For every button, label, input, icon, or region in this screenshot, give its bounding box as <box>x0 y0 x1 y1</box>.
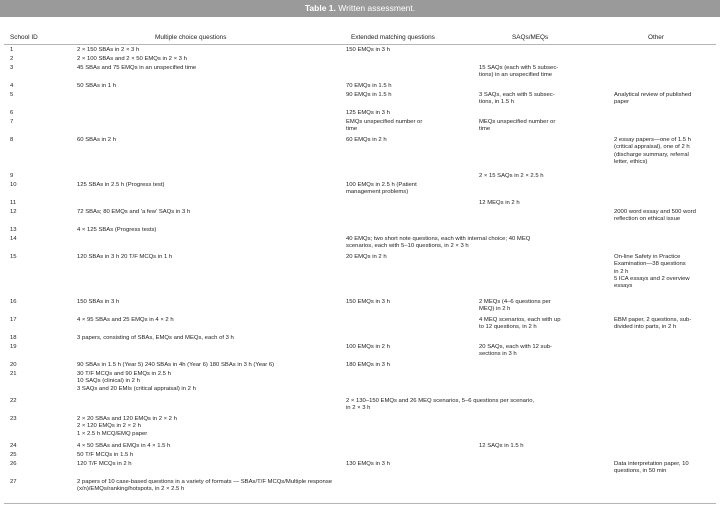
table-cell: 20 EMQs in 2 h <box>346 254 387 260</box>
table-cell: 2 × 120 EMQs in 2 × 2 h <box>77 423 141 430</box>
table-cell: 12 SAQs in 1.5 h <box>479 443 524 449</box>
school-id-cell: 19 <box>10 344 17 350</box>
table-title-label: Table 1. <box>304 3 336 13</box>
table-cell: 150 EMQs in 3 h <box>346 47 390 53</box>
table-cell: 120 T/F MCQs in 2 h <box>77 461 132 467</box>
table-cell: (x/n)/EMQs/ranking/hotspots, in 2 × 2.5 h <box>77 486 185 493</box>
table-cell: 30 T/F MCQs and 90 EMQs in 2.5 h <box>77 371 171 377</box>
table-cell: questions, in 50 min <box>614 468 667 475</box>
table-cell: essays <box>614 283 633 289</box>
table-cell: 3 SAQs, each with 5 subsec- <box>479 92 555 98</box>
table-cell: in 2 × 3 h <box>346 405 371 412</box>
column-header: Other <box>648 34 664 41</box>
school-id-cell: 6 <box>10 110 14 116</box>
table-cell: 2 × 15 SAQs in 2 × 2.5 h <box>479 173 544 179</box>
table-cell: 2 MEQs (4–6 questions per <box>479 299 551 305</box>
table-cell: 12 MEQs in 2 h <box>479 200 520 206</box>
table-cell: 150 EMQs in 3 h <box>346 299 390 305</box>
table-cell: (critical appraisal), one of 2 h <box>614 144 690 151</box>
column-header: Multiple choice questions <box>155 34 227 41</box>
table-cell: 70 EMQs in 1.5 h <box>346 83 392 89</box>
table-cell: 5 ICA essays and 2 overview <box>614 275 690 282</box>
table-cell: 3 papers, consisting of SBAs, EMQs and MEQs, each of 3 h <box>77 335 234 341</box>
table-cell: 60 EMQs in 2 h <box>346 137 387 143</box>
table-cell: 4 × 125 SBAs (Progress tests) <box>77 227 157 233</box>
table-cell: 2 × 20 SBAs and 120 EMQs in 2 × 2 h <box>77 416 177 422</box>
table-cell: 2 essay papers—one of 1.5 h <box>614 137 691 143</box>
column-header: Extended matching questions <box>351 34 435 41</box>
table-cell: 2 × 150 SBAs in 2 × 3 h <box>77 47 140 53</box>
table-cell: 3 SAQs and 20 EMIs (critical appraisal) in 2 h <box>77 385 196 392</box>
rule-line <box>4 503 716 504</box>
school-id-cell: 7 <box>10 119 14 125</box>
table-cell: 50 T/F MCQs in 1.5 h <box>77 452 134 458</box>
school-id-cell: 11 <box>10 200 17 206</box>
school-id-cell: 8 <box>10 137 14 143</box>
table-cell: 180 EMQs in 3 h <box>346 362 390 368</box>
rule-line <box>4 44 716 45</box>
table-cell: to 12 questions, in 2 h <box>479 324 537 331</box>
table-cell: time <box>346 126 358 133</box>
school-id-cell: 1 <box>10 47 14 53</box>
table-cell: MEQ) in 2 h <box>479 306 511 313</box>
table-cell: 4 MEQ scenarios, each with up <box>479 317 561 323</box>
table-cell: 40 EMQs; two short note questions, each with internal choice; 40 MEQ <box>346 236 531 242</box>
table-cell: 50 SBAs in 1 h <box>77 83 116 89</box>
table-cell: in 2 h <box>614 268 629 275</box>
table-cell: paper <box>614 99 630 106</box>
table-cell: 60 SBAs in 2 h <box>77 137 116 143</box>
table-cell: 15 SAQs (each with 5 subsec- <box>479 65 559 71</box>
table-cell: scenarios, each with 5–10 questions, in 2 × 3 h <box>346 243 469 250</box>
table-cell: 130 EMQs in 3 h <box>346 461 390 467</box>
column-header: School ID <box>10 34 38 41</box>
table-cell: 90 SBAs in 1.5 h (Year 5) 240 SBAs in 4h (Year 6) 180 SBAs in 3 h (Year 6) <box>77 362 275 368</box>
table-cell: 72 SBAs; 80 EMQs and 'a few' SAQs in 3 h <box>77 209 191 215</box>
school-id-cell: 22 <box>10 398 17 404</box>
table-cell: 125 EMQs in 3 h <box>346 110 390 116</box>
table-title <box>0 0 720 17</box>
table-cell: 4 × 95 SBAs and 25 EMQs in 4 × 2 h <box>77 317 174 323</box>
table-cell: tions, in 1.5 h <box>479 99 515 106</box>
school-id-cell: 27 <box>10 479 17 485</box>
table-cell: On-line Safety in Practice <box>614 254 681 260</box>
school-id-cell: 16 <box>10 299 17 305</box>
school-id-cell: 3 <box>10 65 14 71</box>
table-cell: 2 papers of 10 case-based questions in a variety of formats — SBAs/T/F MCQs/Multiple response <box>77 479 333 485</box>
school-id-cell: 2 <box>10 56 14 62</box>
table-cell: time <box>479 126 491 133</box>
table-cell: 4 × 50 SBAs and EMQs in 4 × 1.5 h <box>77 443 171 449</box>
table-cell: letter, ethics) <box>614 158 648 165</box>
table-cell: EBM paper, 2 questions, sub- <box>614 317 692 323</box>
school-id-cell: 13 <box>10 227 17 233</box>
table-cell: 100 EMQs in 2 h <box>346 344 390 350</box>
school-id-cell: 14 <box>10 236 17 242</box>
table-title-text: Written assessment. <box>338 3 416 13</box>
table-cell: management problems) <box>346 189 409 196</box>
table-cell: 2 × 130–150 EMQs and 26 MEQ scenarios, 5–6 questions per scenario, <box>346 398 535 404</box>
table-cell: 2 × 100 SBAs and 2 × 50 EMQs in 2 × 3 h <box>77 56 187 62</box>
school-id-cell: 17 <box>10 317 17 323</box>
school-id-cell: 25 <box>10 452 17 458</box>
table-cell: 1 × 2.5 h MCQ/EMQ paper <box>77 430 148 437</box>
table-cell: 10 SAQs (clinical) in 2 h <box>77 378 140 385</box>
school-id-cell: 26 <box>10 461 17 467</box>
column-header: SAQs/MEQs <box>512 34 549 41</box>
school-id-cell: 5 <box>10 92 14 98</box>
table-title-bar <box>0 0 720 17</box>
school-id-cell: 21 <box>10 371 17 377</box>
table-cell: 150 SBAs in 3 h <box>77 299 120 305</box>
table-cell: divided into parts, in 2 h <box>614 324 677 331</box>
table-cell: Data interpretation paper, 10 <box>614 461 689 467</box>
table-cell: sections in 3 h <box>479 351 517 358</box>
school-id-cell: 18 <box>10 335 17 341</box>
table-cell: EMQs unspecified number or <box>346 119 423 125</box>
table-cell: reflection on ethical issue <box>614 216 681 223</box>
table-cell: Analytical review of published <box>614 92 692 98</box>
table-cell: 2000 word essay and 500 word <box>614 209 696 215</box>
table-cell: (discharge summary, referral <box>614 151 689 158</box>
table-cell: 90 EMQs in 1.5 h <box>346 92 392 98</box>
table-cell: MEQs unspecified number or <box>479 119 556 125</box>
school-id-cell: 10 <box>10 182 17 188</box>
school-id-cell: 15 <box>10 254 17 260</box>
school-id-cell: 23 <box>10 416 17 422</box>
table-cell: Examination—38 questions <box>614 261 686 268</box>
table-cell: 120 SBAs in 3 h 20 T/F MCQs in 1 h <box>77 254 173 260</box>
school-id-cell: 9 <box>10 173 14 179</box>
table-cell: 100 EMQs in 2.5 h (Patient <box>346 182 417 188</box>
school-id-cell: 20 <box>10 362 17 368</box>
table-cell: 20 SAQs, each with 12 sub- <box>479 344 553 350</box>
school-id-cell: 12 <box>10 209 17 215</box>
table-cell: 45 SBAs and 75 EMQs in an unspecified time <box>77 65 197 71</box>
table-cell: 125 SBAs in 2.5 h (Progress test) <box>77 182 165 188</box>
table-cell: tions) in an unspecified time <box>479 72 553 79</box>
school-id-cell: 24 <box>10 443 17 449</box>
school-id-cell: 4 <box>10 83 14 89</box>
